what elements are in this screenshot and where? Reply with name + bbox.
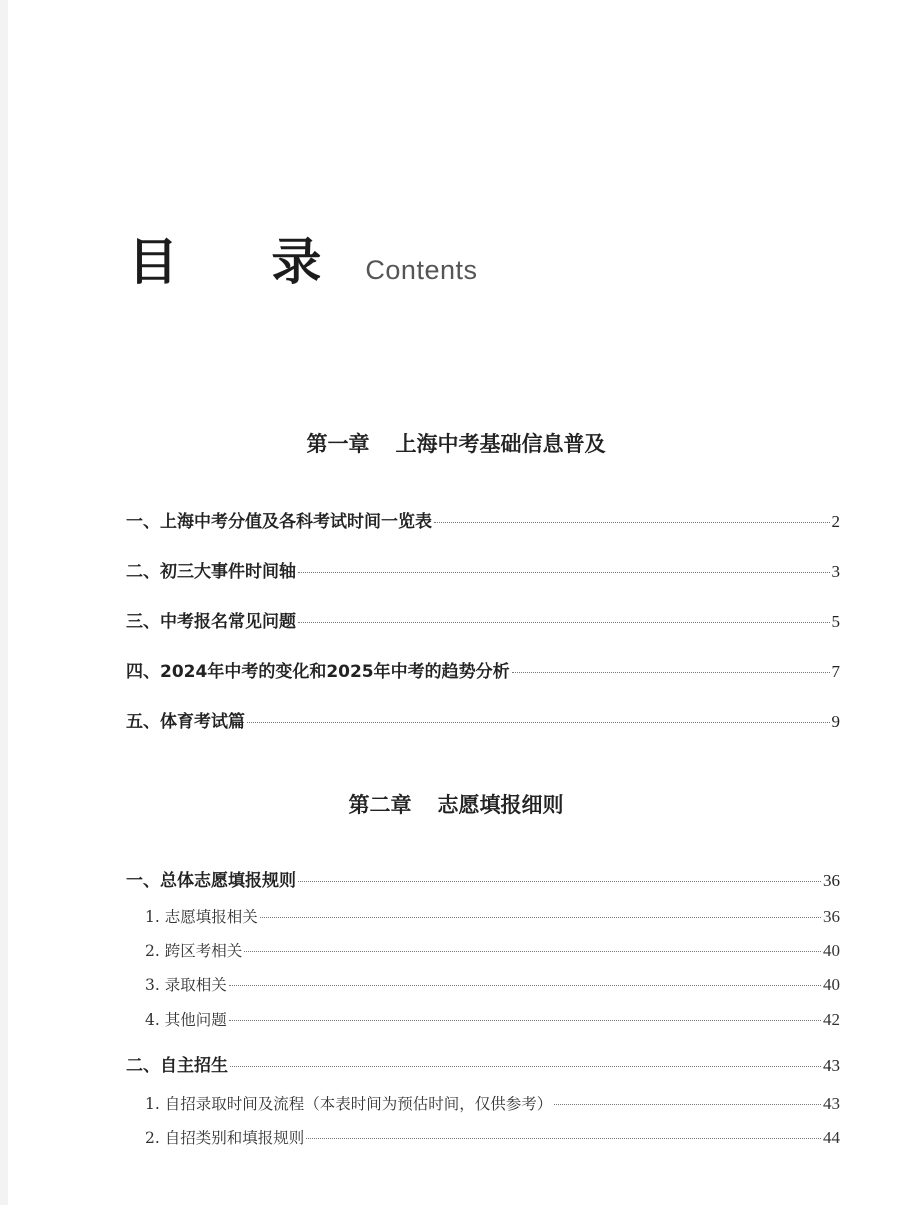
- dot-leader: [230, 1066, 821, 1067]
- chapter-title: 志愿填报细则: [437, 792, 564, 817]
- toc-subitem[interactable]: [145, 973, 840, 995]
- toc-page-number: 43: [823, 1094, 840, 1113]
- dot-leader: [298, 881, 821, 882]
- toc-subitem-label: 2. 跨区考相关: [145, 942, 243, 960]
- toc-page-number: 5: [831, 612, 840, 631]
- toc-entry[interactable]: [126, 707, 840, 732]
- toc-entry-label: 一、上海中考分值及各科考试时间一览表: [126, 512, 432, 532]
- chapter-heading-1: [8, 428, 904, 458]
- toc-entry[interactable]: [126, 507, 840, 532]
- toc-subitem[interactable]: [145, 1008, 840, 1030]
- toc-subitem-label: 4. 其他问题: [145, 1011, 227, 1029]
- chapter-number: 第二章: [348, 792, 412, 817]
- toc-entry[interactable]: [126, 657, 840, 682]
- toc-entry[interactable]: [126, 557, 840, 582]
- toc-page-number: 36: [823, 871, 840, 890]
- document-page: [8, 0, 904, 1205]
- toc-page-number: 36: [823, 907, 840, 926]
- dot-leader: [306, 1138, 821, 1139]
- toc-section-label: 一、总体志愿填报规则: [126, 871, 296, 891]
- toc-subitem-label: 2. 自招类别和填报规则: [145, 1129, 305, 1147]
- toc-title-english: Contents: [365, 255, 478, 285]
- toc-subitem[interactable]: [145, 1092, 840, 1114]
- toc-page-number: 9: [831, 712, 840, 731]
- dot-leader: [512, 672, 830, 673]
- toc-entry-label: 二、初三大事件时间轴: [126, 562, 296, 582]
- toc-subitem-label: 3. 录取相关: [145, 976, 227, 994]
- dot-leader: [434, 522, 830, 523]
- toc-section[interactable]: [126, 866, 840, 891]
- toc-entry-label: 三、中考报名常见问题: [126, 612, 296, 632]
- toc-subitem[interactable]: [145, 939, 840, 961]
- toc-section[interactable]: [126, 1051, 840, 1076]
- chapter-heading-2: [8, 789, 904, 819]
- toc-subitem-label: 1. 志愿填报相关: [145, 908, 258, 926]
- dot-leader: [229, 985, 821, 986]
- toc-page-number: 43: [823, 1056, 840, 1075]
- toc-subitem-label: 1. 自招录取时间及流程（本表时间为预估时间，仅供参考）: [145, 1095, 553, 1113]
- dot-leader: [298, 622, 830, 623]
- toc-subitem[interactable]: [145, 905, 840, 927]
- toc-page-number: 2: [831, 512, 840, 531]
- dot-leader: [247, 722, 830, 723]
- toc-entry-label: 五、体育考试篇: [126, 712, 245, 732]
- toc-page-number: 40: [823, 941, 840, 960]
- chapter-title: 上海中考基础信息普及: [395, 431, 606, 456]
- dot-leader: [298, 572, 830, 573]
- toc-header: [128, 222, 478, 294]
- toc-subitem[interactable]: [145, 1126, 840, 1148]
- toc-page-number: 44: [823, 1128, 840, 1147]
- toc-page-number: 40: [823, 975, 840, 994]
- toc-entry-label: 四、2024年中考的变化和2025年中考的趋势分析: [126, 662, 510, 682]
- dot-leader: [229, 1020, 821, 1021]
- toc-page-number: 3: [831, 562, 840, 581]
- dot-leader: [244, 951, 821, 952]
- toc-entry[interactable]: [126, 607, 840, 632]
- toc-section-label: 二、自主招生: [126, 1056, 228, 1076]
- toc-title-chinese: 目 录: [128, 232, 360, 291]
- toc-page-number: 42: [823, 1010, 840, 1029]
- chapter-number: 第一章: [306, 431, 370, 456]
- dot-leader: [260, 917, 821, 918]
- dot-leader: [554, 1104, 821, 1105]
- toc-page-number: 7: [831, 662, 840, 681]
